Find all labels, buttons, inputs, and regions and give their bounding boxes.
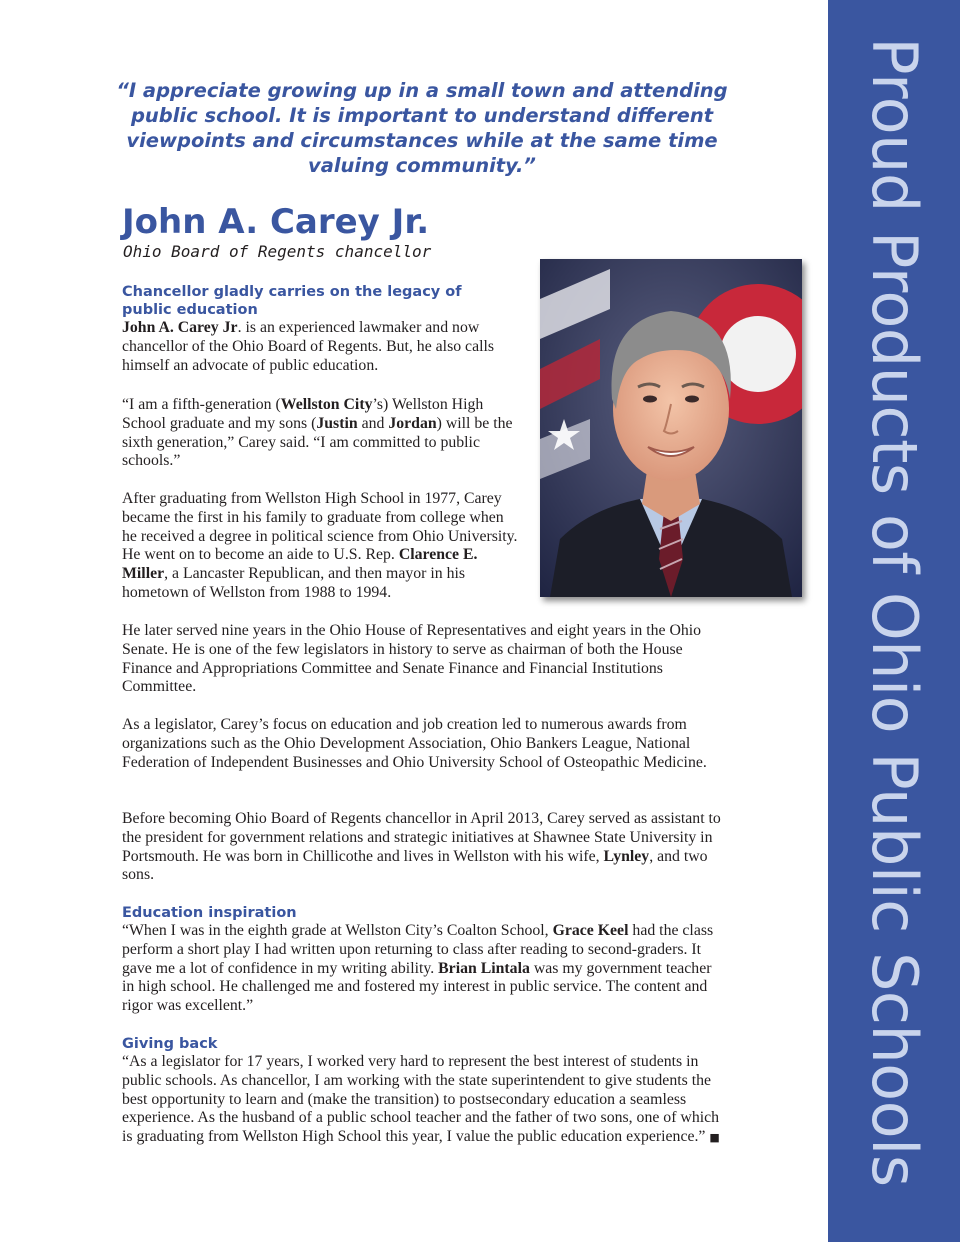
- sidebar-title: Proud Products of Ohio Public Schools: [858, 37, 931, 1187]
- inspiration-section: Education inspiration “When I was in the eighth grade at Wellston City’s Coalton School, Grace Keel had the class perform a short play I had written upon returning to class after reading to second-graders. It gave me a lot of confidence in my writing ability. Brian Lintala was my government teacher in high school. He challenged me and fostered my interest in public service. The content and rigor was excellent.”: [122, 904, 718, 1016]
- legacy-section: [122, 283, 727, 375]
- profile-name: John A. Carey Jr.: [122, 202, 430, 242]
- bold-name: John A. Carey Jr: [122, 319, 238, 336]
- legacy-paragraph-3: After graduating from Wellston High School in 1977, Carey became the first in his family to graduate from college when he received a degree in political science from Ohio University. He went on to become an aide to U.S. Rep. Clarence E. Miller, a Lancaster Republican, and then mayor in his hometown of Wellston from 1988 to 1994.: [122, 490, 518, 601]
- legacy-paragraph-2: “I am a fifth-generation (Wellston City’s) Wellston High School graduate and my sons (Justin and Jordan) will be the sixth generation,” Carey said. “I am committed to public schools.”: [122, 396, 513, 470]
- pull-quote: “I appreciate growing up in a small town and attending public school. It is important to understand different viewpoints and circumstances while at the same time valuing community.”: [116, 79, 728, 177]
- profile-role: Ohio Board of Regents chancellor: [123, 242, 432, 261]
- legacy-paragraph-4: He later served nine years in the Ohio House of Representatives and eight years in the Ohio Senate. He is one of the few legislators in history to serve as chairman of both the House Finance and Appropriations Committee and Senate Finance and Financial Institutions Committee.: [122, 622, 702, 696]
- giving-heading: Giving back: [122, 1036, 218, 1052]
- sidebar-banner: [828, 0, 960, 1242]
- end-mark: ■: [709, 1131, 720, 1145]
- legacy-paragraph-6: Before becoming Ohio Board of Regents chancellor in April 2013, Carey served as assistant to the president for government relations and strategic initiatives at Shawnee State University in Portsmouth. He was born in Chillicothe and lives in Wellston with his wife, Lynley, and two sons.: [122, 810, 721, 884]
- legacy-paragraph-5: As a legislator, Carey’s focus on education and job creation led to numerous awards from organizations such as the Ohio Development Association, Ohio Bankers League, National Federation of Independent Businesses and Ohio University School of Osteopathic Medicine.: [122, 716, 707, 771]
- inspiration-heading: Education inspiration: [122, 905, 297, 921]
- legacy-heading: Chancellor gladly carries on the legacy of public education: [122, 284, 462, 318]
- legacy-paragraph-1: John A. Carey Jr. is an experienced lawmaker and now chancellor of the Ohio Board of Regents. But, he also calls himself an advocate of public education.: [122, 319, 495, 374]
- giving-section: Giving back “As a legislator for 17 years, I worked very hard to represent the best interest of students in public schools. As chancellor, I am working with the state superintendent to give students the best opportunity to learn and (make the transition) to postsecondary education a seamless experience. As the husband of a public school teacher and the father of two sons, one of which is graduating from Wellston High School this year, I value the public education experience.” ■: [122, 1035, 728, 1148]
